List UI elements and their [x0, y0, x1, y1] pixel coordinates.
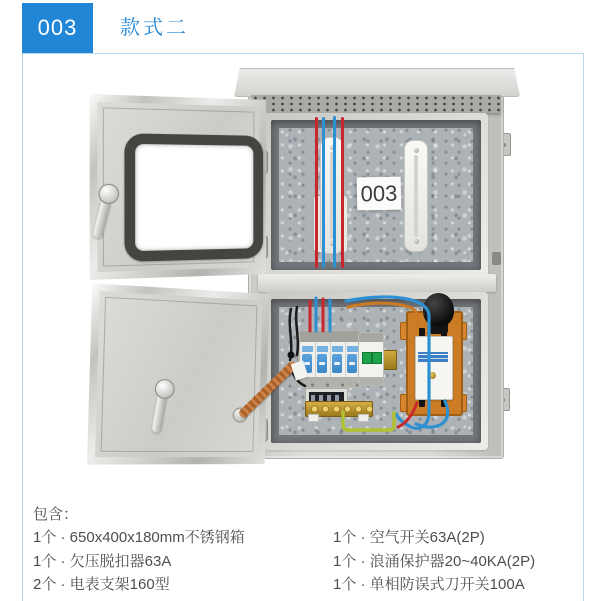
door-lock	[98, 184, 119, 204]
part-item: 1个 · 单相防误式刀开关100A	[333, 576, 525, 593]
part-item: 2个 · 电表支架160型	[33, 576, 170, 593]
door-panel-line	[101, 297, 258, 452]
door-window	[124, 133, 263, 262]
part-item: 1个 · 欠压脱扣器63A	[33, 552, 172, 570]
parts-column-right	[333, 526, 583, 597]
parts-heading: 包含：	[33, 506, 79, 523]
cabinet-label: 003	[357, 177, 402, 211]
style-title: 款式二	[120, 17, 189, 39]
style-code-badge: 003	[22, 3, 93, 53]
part-item: 1个 · 空气开关63A(2P)	[333, 529, 485, 546]
lower-door	[87, 283, 269, 464]
part-item: 1个 · 浪涌保护器20~40KA(2P)	[333, 552, 536, 570]
part-item: 1个 · 650x400x180mm不锈钢箱	[33, 529, 245, 546]
parts-column-left	[33, 526, 328, 597]
upper-door	[90, 94, 266, 280]
